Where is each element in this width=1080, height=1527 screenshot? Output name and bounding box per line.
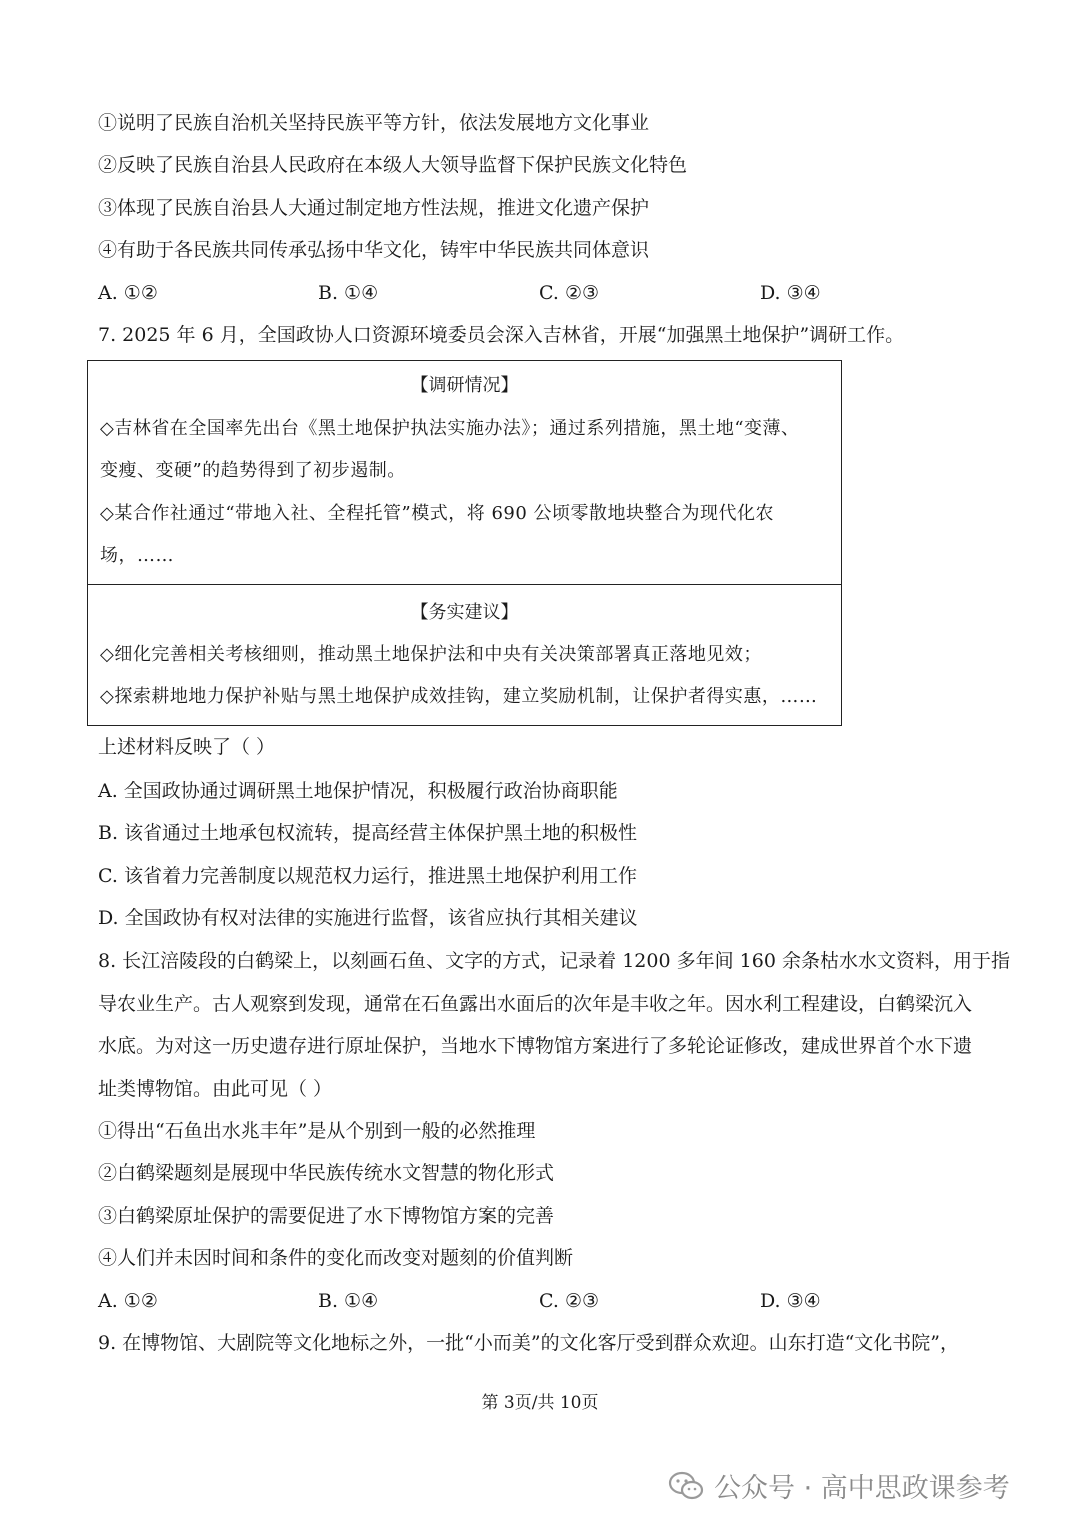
q7-suggestion-box [87,584,842,726]
q7-research-box [87,360,842,585]
q7-research-title: 【调研情况】 [410,375,519,396]
q8-option-a: A. ①② [98,1290,158,1312]
q7-option-c: C. 该省着力完善制度以规范权力运行，推进黑土地保护利用工作 [98,865,637,887]
q6-statement-4: ④有助于各民族共同传承弘扬中华文化，铸牢中华民族共同体意识 [98,239,650,261]
q7-suggestion-title: 【务实建议】 [410,602,519,623]
q6-option-c: C. ②③ [539,282,600,304]
q6-option-d: D. ③④ [760,282,821,304]
q8-option-d: D. ③④ [760,1290,821,1312]
q7-suggestion-line-2: ◇探索耕地地力保护补贴与黑土地保护成效挂钩，建立奖励机制，让保护者得实惠，…… [100,686,818,707]
q8-statement-3: ③白鹤梁原址保护的需要促进了水下博物馆方案的完善 [98,1205,555,1227]
q6-option-a: A. ①② [98,282,158,304]
watermark [668,1466,1010,1505]
q7-option-a: A. 全国政协通过调研黑土地保护情况，积极履行政治协商职能 [98,780,618,802]
q8-stem-line-2: 导农业生产。古人观察到发现，通常在石鱼露出水面后的次年是丰收之年。因水利工程建设，白鹤梁沉入 [98,993,973,1015]
q7-research-line-2: 变瘦、变硬”的趋势得到了初步遏制。 [100,460,406,481]
q8-statement-4: ④人们并未因时间和条件的变化而改变对题刻的价值判断 [98,1247,574,1269]
q8-stem-line-4: 址类博物馆。由此可见（ ） [98,1078,333,1100]
q8-statement-1: ①得出“石鱼出水兆丰年”是从个别到一般的必然推理 [98,1120,536,1142]
q6-statement-3: ③体现了民族自治县人大通过制定地方性法规，推进文化遗产保护 [98,197,650,219]
q7-research-line-4: 场，…… [100,545,174,566]
q7-research-line-1: ◇吉林省在全国率先出台《黑土地保护执法实施办法》；通过系列措施，黑土地“变薄、 [100,418,800,439]
watermark-text: 公众号 · 高中思政课参考 [714,1473,1010,1504]
wechat-icon [668,1471,704,1501]
q9-stem-line-1: 9. 在博物馆、大剧院等文化地标之外，一批“小而美”的文化客厅受到群众欢迎。山东打造“文化书院”， [98,1332,960,1354]
page-number: 第 3页/共 10页 [481,1393,599,1413]
q7-question: 上述材料反映了（ ） [98,736,276,758]
q8-statement-2: ②白鹤梁题刻是展现中华民族传统水文智慧的物化形式 [98,1162,555,1184]
q7-option-b: B. 该省通过土地承包权流转，提高经营主体保护黑土地的积极性 [98,822,638,844]
q8-option-c: C. ②③ [539,1290,600,1312]
q8-option-b: B. ①④ [318,1290,379,1312]
q8-stem-line-1: 8. 长江涪陵段的白鹤梁上，以刻画石鱼、文字的方式，记录着 1200 多年间 160 余条枯水水文资料，用于指 [98,950,1010,972]
q6-statement-2: ②反映了民族自治县人民政府在本级人大领导监督下保护民族文化特色 [98,154,688,176]
q6-statement-1: ①说明了民族自治机关坚持民族平等方针，依法发展地方文化事业 [98,112,650,134]
q7-research-line-3: ◇某合作社通过“带地入社、全程托管”模式，将 690 公顷零散地块整合为现代化农 [100,503,775,524]
q7-option-d: D. 全国政协有权对法律的实施进行监督，该省应执行其相关建议 [98,907,638,929]
q7-stem: 7. 2025 年 6 月，全国政协人口资源环境委员会深入吉林省，开展“加强黑土地保护”调研工作。 [98,324,905,346]
q6-option-b: B. ①④ [318,282,379,304]
q8-stem-line-3: 水底。为对这一历史遗存进行原址保护，当地水下博物馆方案进行了多轮论证修改，建成世界首个水下遗 [98,1035,973,1057]
q7-suggestion-line-1: ◇细化完善相关考核细则，推动黑土地保护法和中央有关决策部署真正落地见效； [100,644,762,665]
